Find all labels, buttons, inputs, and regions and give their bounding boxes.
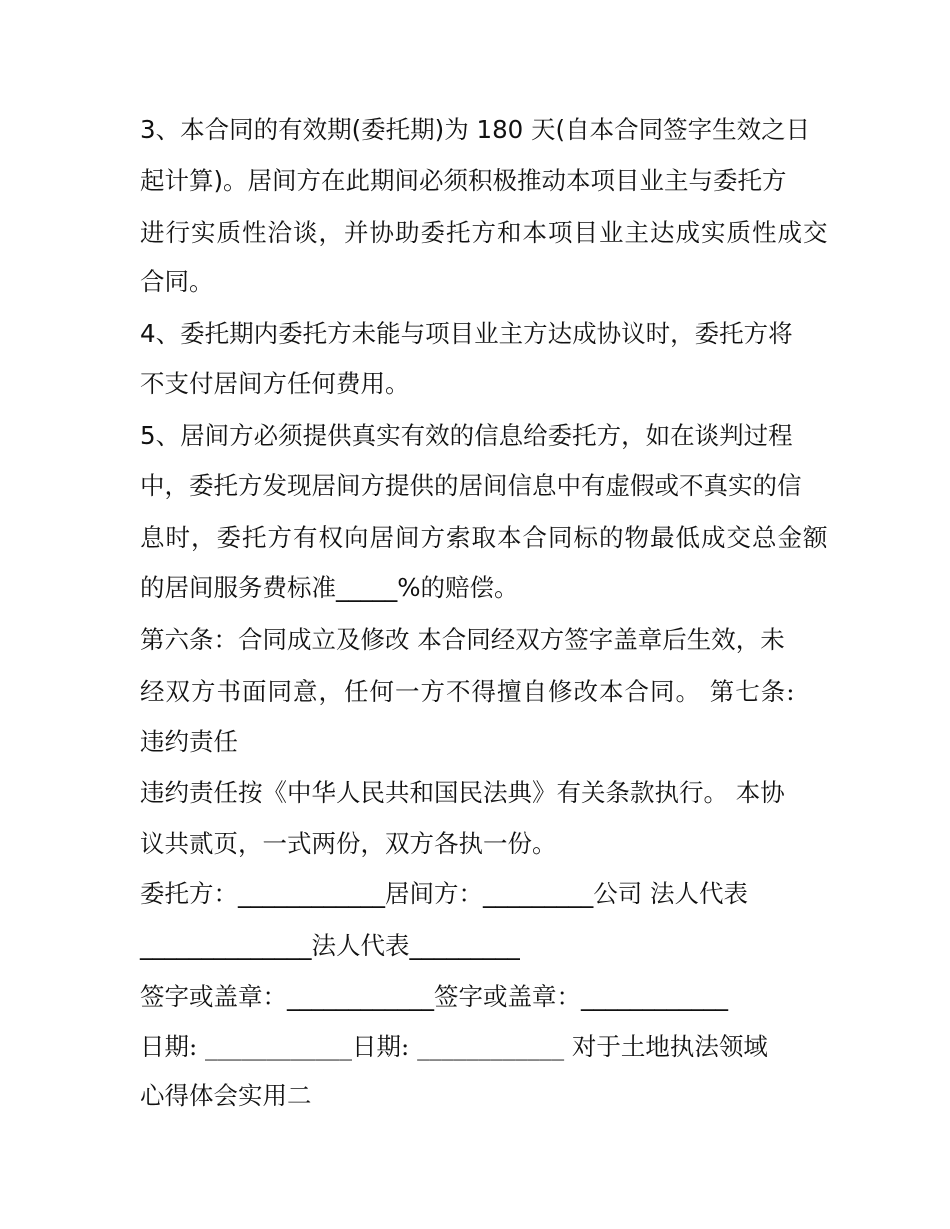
text-line: 5、居间方必须提供真实有效的信息给委托方，如在谈判过程 [140, 421, 793, 450]
text-line: 议共贰页，一式两份，双方各执一份。 [140, 829, 557, 858]
text-line: 签字或盖章：____________签字或盖章：____________ [140, 982, 728, 1011]
text-line: 起计算)。居间方在此期间必须积极推动本项目业主与委托方 [140, 166, 787, 195]
text-line: 违约责任 [140, 727, 238, 756]
text-line: 违约责任按《中华人民共和国民法典》有关条款执行。 本协 [140, 778, 785, 807]
text-line: 息时，委托方有权向居间方索取本合同标的物最低成交总金额 [140, 523, 829, 552]
text-line: 不支付居间方任何费用。 [140, 369, 410, 398]
text-line: ______________法人代表_________ [140, 931, 520, 960]
text-line: 委托方：____________居间方：_________公司 法人代表 [140, 879, 749, 908]
text-line: 3、本合同的有效期(委托期)为 180 天(自本合同签字生效之日 [140, 115, 811, 144]
text-line: 4、委托期内委托方未能与项目业主方达成协议时，委托方将 [140, 319, 793, 348]
text-line: 经双方书面同意，任何一方不得擅自修改本合同。 第七条: [140, 677, 796, 706]
text-line: 的居间服务费标准_____%的赔偿。 [140, 573, 519, 602]
text-line: 心得体会实用二 [140, 1081, 312, 1110]
text-line: 合同。 [140, 267, 214, 296]
text-line: 第六条：合同成立及修改 本合同经双方签字盖章后生效，未 [140, 625, 785, 654]
text-line: 进行实质性洽谈，并协助委托方和本项目业主达成实质性成交 [140, 218, 829, 247]
text-line: 日期: ____________日期: ____________ 对于土地执法领域 [140, 1032, 768, 1061]
text-line: 中，委托方发现居间方提供的居间信息中有虚假或不真实的信 [140, 471, 802, 500]
